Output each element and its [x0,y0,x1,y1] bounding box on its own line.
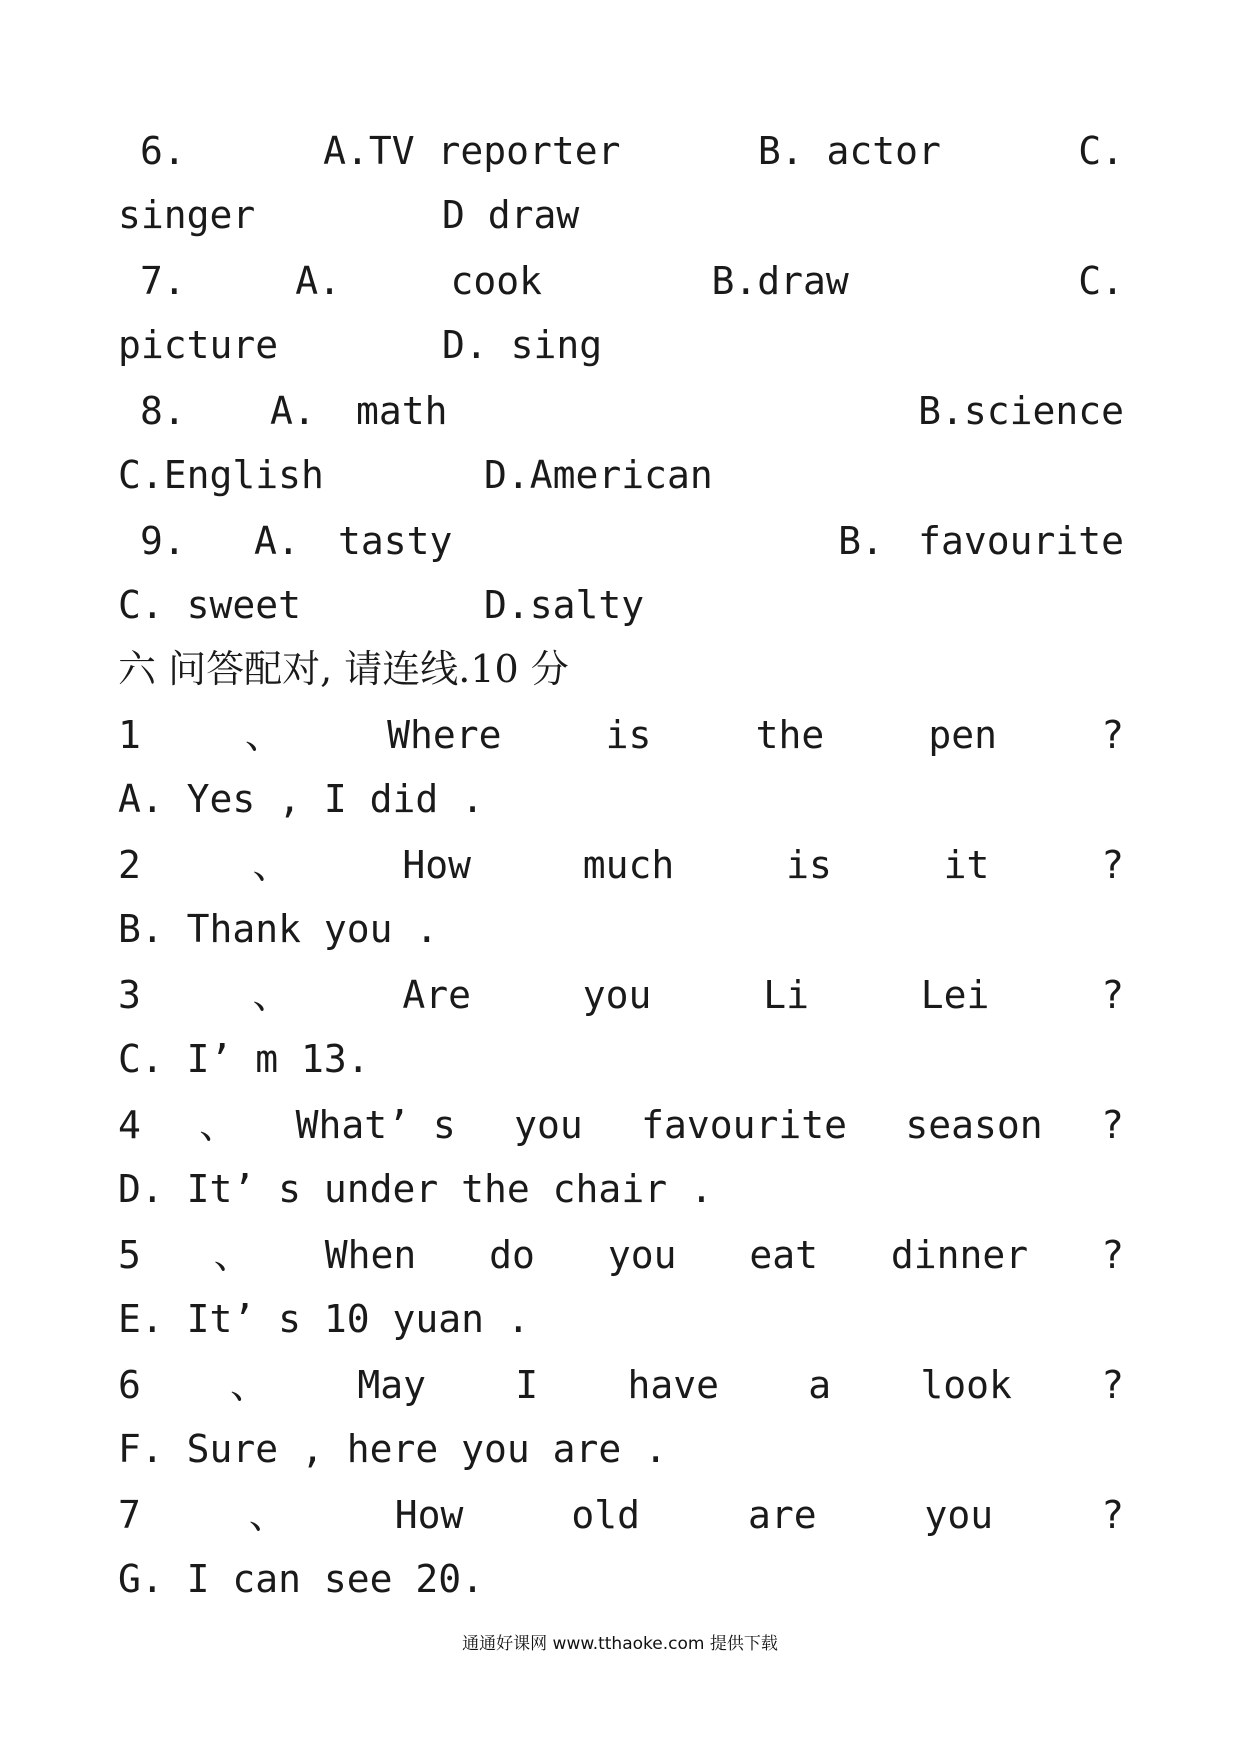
mcq-9-option-a: tasty [338,519,453,563]
question-4 [118,1096,1124,1154]
answer-g: G. I can see 20. [118,1557,485,1601]
answer-c: C. I’ m 13. [118,1037,370,1081]
mcq-9-line1 [140,512,1124,570]
answer-f: F. Sure , here you are . [118,1427,668,1471]
mcq-7-option-c-label: C. [1078,259,1124,303]
question-word: is [786,843,832,887]
mcq-9-option-b: favourite [918,519,1124,563]
question-7-number: 7 [118,1493,141,1537]
mcq-6-line2 [118,186,1124,244]
answer-b: B. Thank you . [118,907,439,951]
answer-d: D. It’ s under the chair . [118,1167,713,1211]
question-1-separator: 、 [245,713,284,757]
question-3-separator: 、 [252,973,291,1017]
question-word: I [515,1363,539,1407]
question-1 [118,706,1124,764]
question-word: you [582,973,652,1017]
mcq-7-option-b: B.draw [711,259,849,303]
mcq-7-option-a: cook [450,259,542,303]
question-word: Are [402,973,472,1017]
question-5-number: 5 [118,1233,141,1277]
mcq-8-option-b: B.science [918,389,1124,433]
question-7 [118,1486,1124,1544]
question-word: favourite [641,1103,848,1147]
question-mark: ? [1101,843,1124,887]
question-3-number: 3 [118,973,141,1017]
footer-credit: 通通好课网 www.tthaoke.com 提供下载 [462,1634,778,1654]
question-mark: ? [1101,1233,1124,1277]
question-6 [118,1356,1124,1414]
mcq-9-line2 [118,576,1124,634]
section-title: 六 问答配对, 请连线.10 分 [118,647,569,691]
mcq-6-option-b: B. actor [757,129,941,173]
mcq-8-line2 [118,446,1124,504]
question-mark: ? [1101,973,1124,1017]
question-word: you [607,1233,677,1277]
mcq-9-option-b-label: B. [838,519,884,563]
question-7-separator: 、 [248,1493,287,1537]
question-4-number: 4 [118,1103,141,1147]
answer-a: A. Yes , I did . [118,777,485,821]
question-5-separator: 、 [213,1233,252,1277]
question-word: dinner [890,1233,1029,1277]
question-word: Lei [920,973,990,1017]
mcq-7-line1 [140,252,1124,310]
question-word: May [357,1363,427,1407]
mcq-6-option-d: D draw [442,193,580,237]
question-word: much [582,843,675,887]
question-word: are [747,1493,817,1537]
question-word: you [924,1493,994,1537]
question-2-separator: 、 [252,843,291,887]
question-word: have [627,1363,719,1407]
question-word: When [324,1233,417,1277]
question-mark: ? [1101,1363,1124,1407]
mcq-6-number: 6. [140,129,186,173]
question-word: you [514,1103,583,1147]
question-2 [118,836,1124,894]
question-4-separator: 、 [199,1103,238,1147]
mcq-9-option-c-text: C. sweet [118,583,302,627]
question-word: it [943,843,990,887]
question-word: a [808,1363,832,1407]
question-word: season [905,1103,1043,1147]
mcq-8-option-a: math [356,389,448,433]
question-word: look [920,1363,1012,1407]
mcq-7-option-c-text: picture [118,323,279,367]
question-word: do [489,1233,535,1277]
question-word: the [755,713,825,757]
question-word: old [571,1493,640,1537]
question-6-separator: 、 [230,1363,269,1407]
mcq-7-option-a-label: A. [295,259,341,303]
mcq-8-line1 [140,382,1124,440]
mcq-8-number: 8. [140,389,186,433]
question-1-number: 1 [118,713,141,757]
mcq-6-line1 [140,122,1124,180]
mcq-6-option-a: A.TV reporter [323,129,621,173]
question-5 [118,1226,1124,1284]
mcq-9-number: 9. [140,519,186,563]
mcq-8-option-c-text: C.English [118,453,324,497]
answer-e: E. It’ s 10 yuan . [118,1297,530,1341]
mcq-9-option-a-label: A. [254,519,300,563]
question-word: Where [387,713,502,757]
mcq-7-option-d: D. sing [442,323,603,367]
question-word: Li [763,973,809,1017]
question-word: is [605,713,652,757]
question-word: How [402,843,472,887]
question-2-number: 2 [118,843,141,887]
question-mark: ? [1101,713,1124,757]
question-word: How [394,1493,464,1537]
mcq-7-number: 7. [140,259,186,303]
mcq-9-option-d: D.salty [484,583,645,627]
question-mark: ? [1101,1493,1124,1537]
mcq-8-option-d: D.American [484,453,713,497]
question-mark: ? [1101,1103,1124,1147]
mcq-8-option-a-label: A. [270,389,316,433]
question-word: What’ s [295,1103,456,1147]
mcq-6-option-c-label: C. [1078,129,1124,173]
question-word: pen [928,713,997,757]
question-3 [118,966,1124,1024]
question-6-number: 6 [118,1363,141,1407]
mcq-7-line2 [118,316,1124,374]
mcq-6-option-c-text: singer [118,193,256,237]
question-word: eat [749,1233,818,1277]
